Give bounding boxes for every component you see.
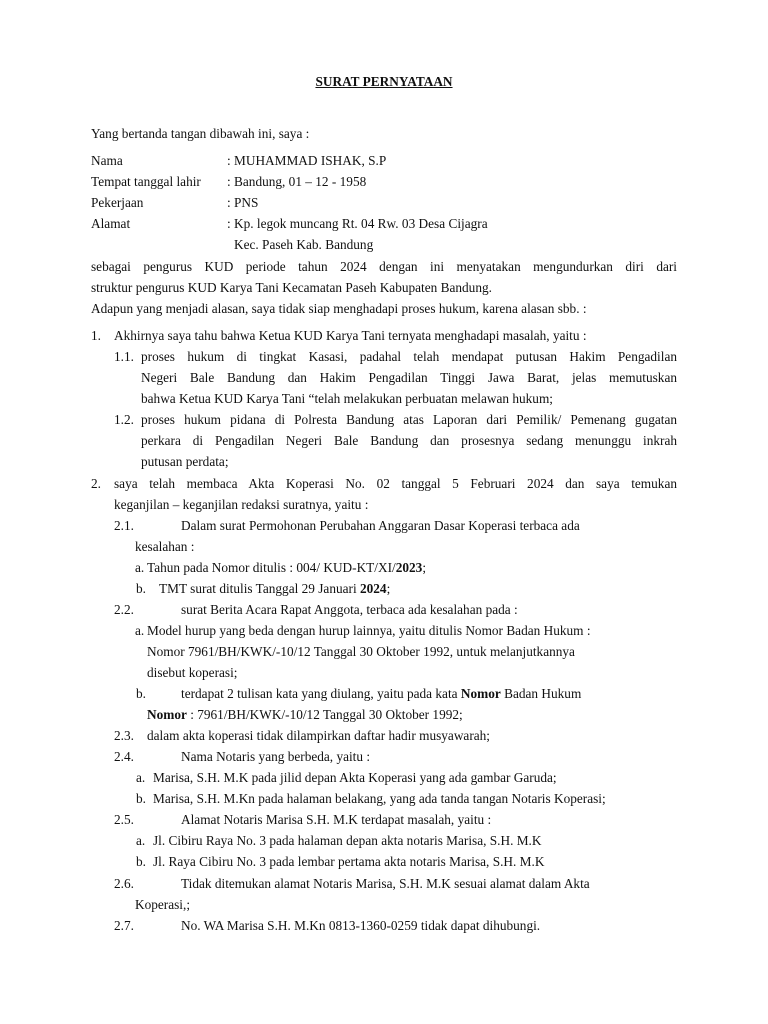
value-alamat: : Kp. legok muncang Rt. 04 Rw. 03 Desa Cijagra (227, 216, 488, 231)
reason-intro: Adapun yang menjadi alasan, saya tidak siap menghadapi proses hukum, karena alasan sbb. : (91, 301, 587, 316)
item-1-2-line-2: perkara di Pengadilan Negeri Bale Bandung dan prosesnya sedang menunggu inkrah (141, 433, 677, 448)
item-2-3-number: 2.3. (114, 728, 134, 743)
item-2-2-b-line-2: Nomor : 7961/BH/KWK/-10/12 Tanggal 30 Oktober 1992; (147, 707, 463, 722)
item-2-number: 2. (91, 476, 101, 491)
item-2-4-b-text: Marisa, S.H. M.Kn pada halaman belakang, yang ada tanda tangan Notaris Koperasi; (153, 791, 606, 806)
item-2-2-number: 2.2. (114, 602, 134, 617)
item-2-7-text: No. WA Marisa S.H. M.Kn 0813-1360-0259 tidak dapat dihubungi. (181, 918, 541, 933)
item-2-1-text: Dalam surat Permohonan Perubahan Anggaran Dasar Koperasi terbaca ada (181, 518, 580, 533)
item-2-line-1: saya telah membaca Akta Koperasi No. 02 tanggal 5 Februari 2024 dan saya temukan (114, 476, 677, 491)
value-pekerjaan: : PNS (227, 195, 259, 210)
item-1-1-line-2: Negeri Bale Bandung dan Hakim Pengadilan Tinggi Jawa Barat, jelas memutuskan (141, 370, 677, 385)
item-2-4-number: 2.4. (114, 749, 134, 764)
item-2-1-a-text: Tahun pada Nomor ditulis : 004/ KUD-KT/XI/2023; (147, 560, 427, 575)
item-2-7-number: 2.7. (114, 918, 134, 933)
item-2-2-a-line-3: disebut koperasi; (147, 665, 238, 680)
item-2-4-text: Nama Notaris yang berbeda, yaitu : (181, 749, 371, 764)
intro-text: Yang bertanda tangan dibawah ini, saya : (91, 126, 310, 141)
item-2-line-2: keganjilan – keganjilan redaksi suratnya, yaitu : (114, 497, 369, 512)
statement-line-2: struktur pengurus KUD Karya Tani Kecamatan Paseh Kabupaten Bandung. (91, 280, 492, 295)
item-2-3-text: dalam akta koperasi tidak dilampirkan daftar hadir musyawarah; (147, 728, 491, 743)
label-alamat: Alamat (91, 216, 131, 231)
item-2-2-a-line-2: Nomor 7961/BH/KWK/-10/12 Tanggal 30 Oktober 1992, untuk melanjutkannya (147, 644, 575, 659)
value-nama: : MUHAMMAD ISHAK, S.P (227, 153, 387, 168)
value-ttl: : Bandung, 01 – 12 - 1958 (227, 174, 367, 189)
item-1-1-number: 1.1. (114, 349, 134, 364)
item-2-2-text: surat Berita Acara Rapat Anggota, terbaca ada kesalahan pada : (181, 602, 518, 617)
item-2-2-b-line-1: terdapat 2 tulisan kata yang diulang, yaitu pada kata Nomor Badan Hukum (181, 686, 582, 701)
item-2-5-a-letter: a. (136, 833, 146, 848)
item-2-4-a-text: Marisa, S.H. M.K pada jilid depan Akta Koperasi yang ada gambar Garuda; (153, 770, 557, 785)
item-2-4-b-letter: b. (136, 791, 146, 806)
item-2-1-number: 2.1. (114, 518, 134, 533)
item-2-6-text: Tidak ditemukan alamat Notaris Marisa, S.H. M.K sesuai alamat dalam Akta (181, 876, 590, 891)
label-nama: Nama (91, 153, 123, 168)
item-1-1-line-1: proses hukum di tingkat Kasasi, padahal telah mendapat putusan Hakim Pengadilan (141, 349, 677, 364)
value-alamat-line2: Kec. Paseh Kab. Bandung (234, 237, 374, 252)
item-2-1-continuation: kesalahan : (135, 539, 195, 554)
item-2-2-b-letter: b. (136, 686, 146, 701)
item-2-2-a-letter: a. (135, 623, 145, 638)
item-1-2-number: 1.2. (114, 412, 134, 427)
item-2-5-text: Alamat Notaris Marisa S.H. M.K terdapat masalah, yaitu : (181, 812, 492, 827)
statement-line-1: sebagai pengurus KUD periode tahun 2024 dengan ini menyatakan mengundurkan diri dari (91, 259, 677, 274)
item-1-2-line-3: putusan perdata; (141, 454, 229, 469)
item-2-5-number: 2.5. (114, 812, 134, 827)
item-2-6-continuation: Koperasi,; (135, 897, 191, 912)
item-2-5-b-text: Jl. Raya Cibiru No. 3 pada lembar pertama akta notaris Marisa, S.H. M.K (153, 854, 545, 869)
item-2-5-b-letter: b. (136, 854, 146, 869)
item-1-2-line-1: proses hukum pidana di Polresta Bandung atas Laporan dari Pemilik/ Pemenang gugatan (141, 412, 677, 427)
item-1-1-line-3: bahwa Ketua KUD Karya Tani “telah melakukan perbuatan melawan hukum; (141, 391, 553, 406)
item-2-5-a-text: Jl. Cibiru Raya No. 3 pada halaman depan akta notaris Marisa, S.H. M.K (153, 833, 542, 848)
label-ttl: Tempat tanggal lahir (91, 174, 201, 189)
item-2-1-a-letter: a. (135, 560, 145, 575)
item-1-text: Akhirnya saya tahu bahwa Ketua KUD Karya Tani ternyata menghadapi masalah, yaitu : (114, 328, 587, 343)
item-2-2-a-line-1: Model hurup yang beda dengan hurup lainnya, yaitu ditulis Nomor Badan Hukum : (147, 623, 591, 638)
item-2-1-b-text: TMT surat ditulis Tanggal 29 Januari 2024; (159, 581, 391, 596)
item-2-1-b-letter: b. (136, 581, 146, 596)
document-title: SURAT PERNYATAAN (315, 74, 453, 89)
item-1-number: 1. (91, 328, 101, 343)
label-pekerjaan: Pekerjaan (91, 195, 144, 210)
item-2-6-number: 2.6. (114, 876, 134, 891)
item-2-4-a-letter: a. (136, 770, 146, 785)
